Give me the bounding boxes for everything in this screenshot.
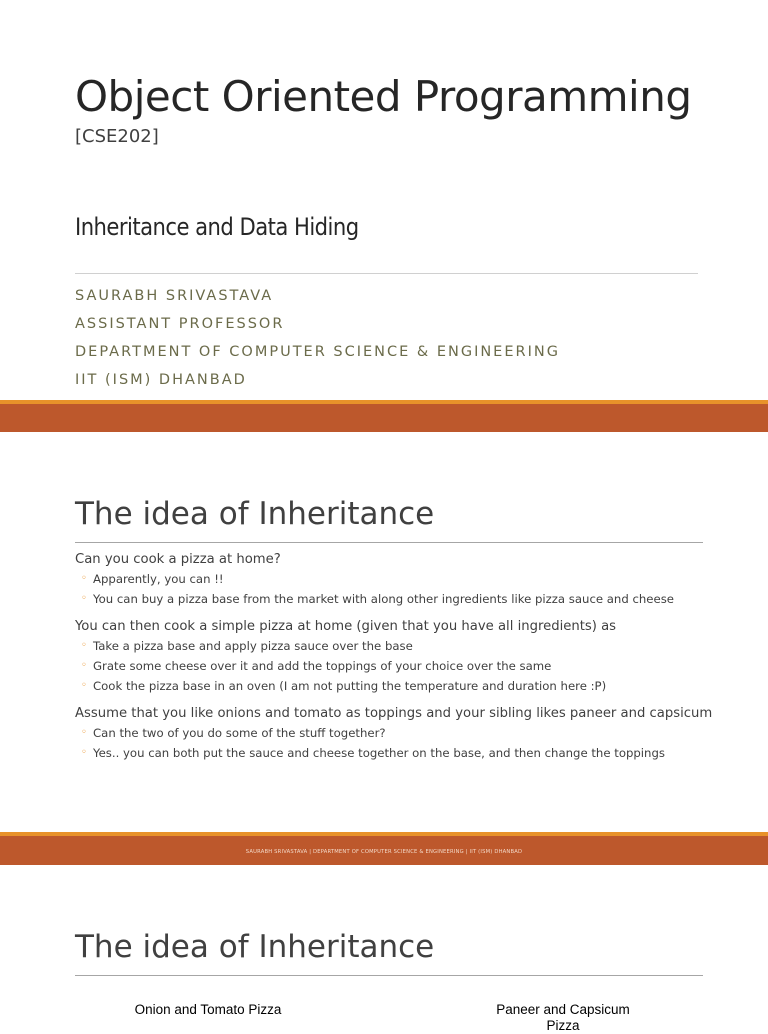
slide-title: The idea of Inheritance (75, 929, 435, 965)
author-name: SAURABH SRIVASTAVA (75, 288, 274, 304)
pizza-label-paneer-capsicum: Paneer and Capsicum Pizza (496, 1002, 630, 1033)
author-position: ASSISTANT PROFESSOR (75, 316, 285, 332)
list-item (75, 723, 715, 743)
list-item (75, 636, 715, 656)
lecture-subtitle: Inheritance and Data Hiding (75, 213, 359, 241)
slide-title: The idea of Inheritance (75, 496, 435, 532)
bullet-icon: ◦ (81, 640, 87, 651)
bullet-icon: ◦ (81, 593, 87, 604)
pizza-label-onion-tomato: Onion and Tomato Pizza (134, 1002, 282, 1017)
list-item (75, 676, 715, 696)
list-item (75, 656, 715, 676)
list-item (75, 743, 715, 763)
list-item-text: Apparently, you can !! (93, 572, 224, 586)
body-text: Can you cook a pizza at home? (75, 552, 281, 567)
title-divider (75, 975, 703, 976)
list-item-text: You can buy a pizza base from the market with along other ingredients like pizza sauce and cheese (93, 592, 674, 606)
title-slide (0, 0, 768, 400)
presentation-title: Object Oriented Programming (75, 72, 692, 121)
author-block (75, 282, 560, 394)
list-item (75, 569, 715, 589)
course-code: [CSE202] (75, 126, 159, 147)
list-item-text: Grate some cheese over it and add the toppings of your choice over the same (93, 659, 552, 673)
slide-body (75, 550, 715, 763)
list-item-text: Take a pizza base and apply pizza sauce over the base (93, 639, 413, 653)
bullet-icon: ◦ (81, 680, 87, 691)
list-item-text: Can the two of you do some of the stuff together? (93, 726, 386, 740)
author-department: DEPARTMENT OF COMPUTER SCIENCE & ENGINEERING (75, 344, 560, 360)
title-divider (75, 542, 703, 543)
slide-separator-band (0, 404, 768, 432)
author-institute: IIT (ISM) DHANBAD (75, 372, 247, 388)
bullet-icon: ◦ (81, 660, 87, 671)
body-text: You can then cook a simple pizza at home (given that you have all ingredients) as (75, 619, 617, 634)
list-item-text: Yes.. you can both put the sauce and cheese together on the base, and then change the toppings (93, 746, 665, 760)
bullet-icon: ◦ (81, 573, 87, 584)
bullet-icon: ◦ (81, 747, 87, 758)
bullet-icon: ◦ (81, 727, 87, 738)
list-item-text: Cook the pizza base in an oven (I am not putting the temperature and duration here :P) (93, 679, 607, 693)
body-text: Assume that you like onions and tomato as toppings and your sibling likes paneer and capsicum (75, 706, 713, 721)
divider (75, 273, 698, 274)
list-item (75, 589, 715, 609)
slide-footer-text: SAURABH SRIVASTAVA | DEPARTMENT OF COMPUTER SCIENCE & ENGINEERING | IIT (ISM) DHANBAD (245, 849, 523, 855)
